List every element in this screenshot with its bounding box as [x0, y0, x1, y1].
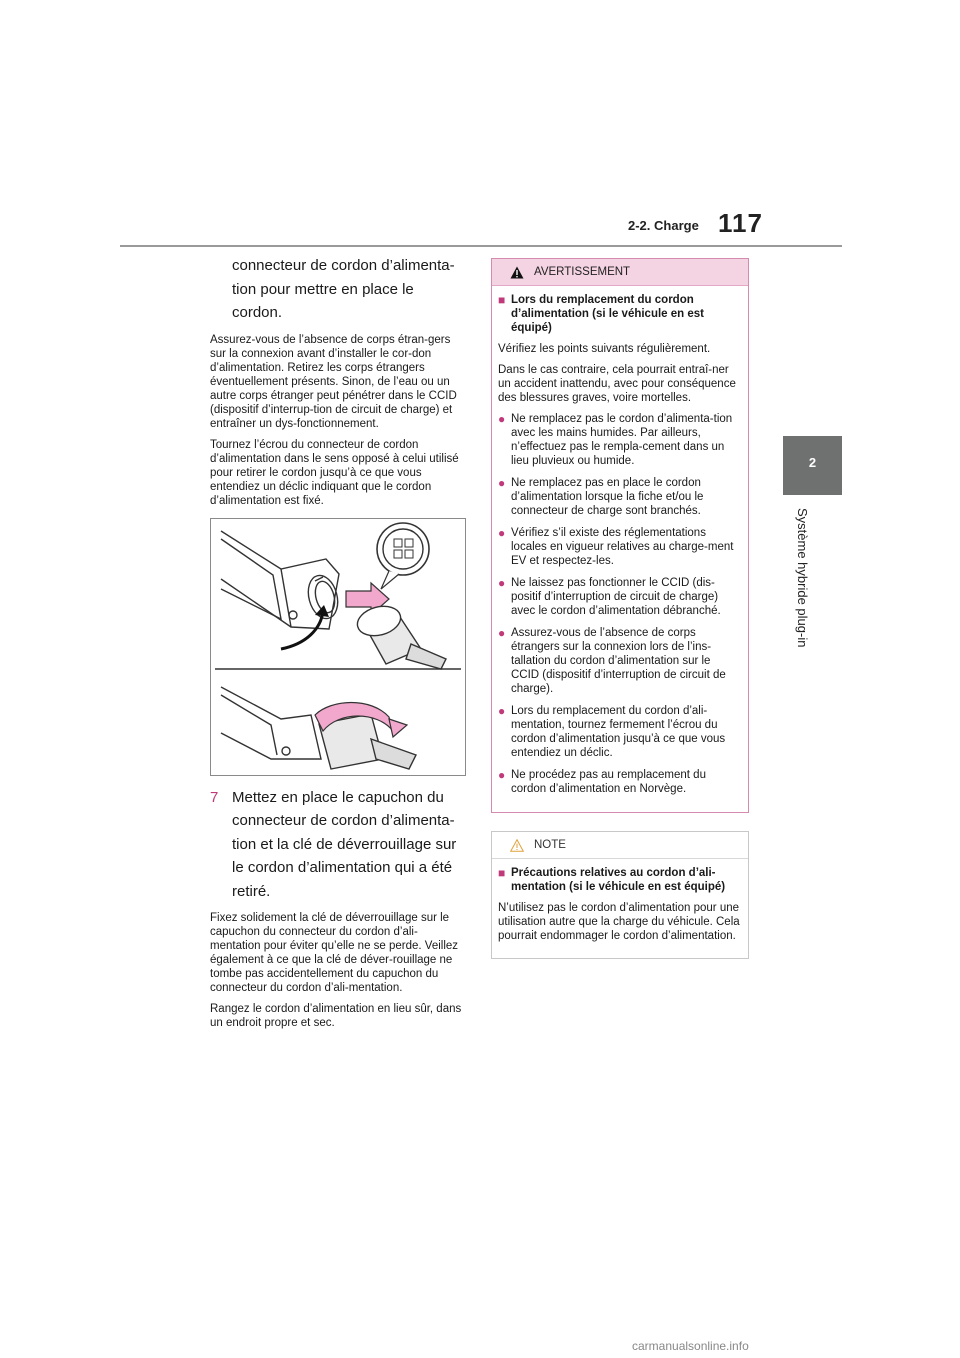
warning-bullet: [498, 626, 740, 696]
warning-bullet: [498, 768, 740, 796]
side-tab-title: Système hybride plug-in: [795, 508, 810, 648]
circle-bullet-icon: ●: [498, 704, 506, 718]
warning-subhead-text: Lors du remplacement du cordon d’alimentation (si le véhicule en est équipé): [511, 294, 705, 334]
step-number: 7: [210, 788, 219, 806]
circle-bullet-icon: ●: [498, 626, 506, 640]
paragraph: Rangez le cordon d’alimentation en lieu sûr, dans un endroit propre et sec.: [210, 1003, 462, 1029]
bullet-text: Ne laissez pas fonctionner le CCID (dis-positif d’interruption de circuit de charge) avec le cordon d’alimentation débranché.: [511, 577, 721, 617]
note-title: NOTE: [534, 839, 566, 851]
warning-paragraph: Vérifiez les points suivants régulièrement.: [498, 343, 711, 355]
circle-bullet-icon: ●: [498, 476, 506, 490]
section-label: 2-2. Charge: [628, 218, 699, 233]
circle-bullet-icon: ●: [498, 412, 506, 426]
warning-bullet: [498, 576, 740, 618]
bullet-text: Assurez-vous de l’absence de corps étrangers sur la connexion lors de l’ins-tallation du cordon d’alimentation sur le CCID (dispositif d’interruption de circuit de charge).: [511, 627, 726, 695]
square-bullet-icon: ■: [498, 293, 506, 307]
warning-body: [492, 286, 748, 812]
bullet-text: Vérifiez s’il existe des réglementations locales en vigueur relatives au charge-ment EV et respectez-les.: [511, 527, 734, 567]
paragraph: Tournez l’écrou du connecteur de cordon d’alimentation dans le sens opposé à celui utilisé pour retirer le cordon jusqu’à ce que vous entendiez un déclic indiquant que le cordon d’alimentation est fixé.: [210, 438, 459, 507]
left-column: [210, 254, 466, 1037]
bullet-text: Ne procédez pas au remplacement du cordon d’alimentation en Norvège.: [511, 769, 706, 795]
note-header: [492, 832, 748, 859]
warning-triangle-icon: [510, 266, 524, 279]
square-bullet-icon: ■: [498, 866, 506, 880]
bullet-text: Lors du remplacement du cordon d’ali-mentation, tournez fermement l’écrou du cordon d’alimentation jusqu’à ce que vous entendiez un déclic.: [511, 705, 726, 759]
warning-subhead: [498, 293, 740, 335]
note-body: [492, 859, 748, 958]
bullet-text: Ne remplacez pas en place le cordon d’alimentation lorsque la fiche et/ou le connecteur de charge sont branchés.: [511, 477, 704, 517]
step-text: Mettez en place le capuchon du connecteur de cordon d’alimenta-tion et la clé de déverrouillage sur le cordon d’alimentation qui a été retiré.: [232, 788, 457, 900]
step-7: [210, 786, 466, 904]
watermark: carmanualsonline.info: [632, 1339, 749, 1353]
note-paragraph: N’utilisez pas le cordon d’alimentation pour une utilisation autre que la charge du véhicule. Cela pourrait endommager le cordon d’alimentation.: [498, 902, 740, 942]
warning-paragraph: Dans le cas contraire, cela pourrait entraî-ner un accident inattendu, avec pour conséquence des blessures graves, voire mortelles.: [498, 364, 736, 404]
page-number: 117: [718, 208, 763, 238]
circle-bullet-icon: ●: [498, 768, 506, 782]
circle-bullet-icon: ●: [498, 576, 506, 590]
warning-bullet: [498, 704, 740, 760]
note-subhead: [498, 866, 740, 894]
step-continuation: connecteur de cordon d’alimenta-tion pour mettre en place le cordon.: [232, 257, 455, 321]
circle-bullet-icon: ●: [498, 526, 506, 540]
warning-bullet: [498, 476, 740, 518]
warning-title: AVERTISSEMENT: [534, 266, 631, 278]
connector-illustration: [211, 519, 465, 775]
note-subhead-text: Précautions relatives au cordon d’ali-mentation (si le véhicule en est équipé): [511, 867, 726, 893]
paragraph: Assurez-vous de l’absence de corps étran-gers sur la connexion avant d’installer le cor-don d’alimentation. Retirez les corps étrangers éventuellement présents. Sinon, de l’eau ou un autre corps étranger peut pénétrer dans le CCID (dispositif d’interrup-tion de circuit de charge) et entraîner un dys-fonctionnement.: [210, 333, 457, 430]
bullet-text: Ne remplacez pas le cordon d’alimenta-tion avec les mains humides. Par ailleurs, n’effectuez pas le rempla-cement dans un lieu pluvieux ou humide.: [511, 413, 733, 467]
notice-triangle-icon: [510, 839, 524, 852]
illustration-figure: [210, 518, 466, 776]
warning-bullet: [498, 412, 740, 468]
warning-header: [492, 259, 748, 286]
note-box: [491, 831, 749, 959]
header-rule: [120, 245, 842, 247]
side-tab-number: 2: [808, 455, 817, 470]
paragraph: Fixez solidement la clé de déverrouillage sur le capuchon du connecteur du cordon d’ali-mentation pour éviter qu’elle ne se perde. Veillez également à ce que la clé de déver-rouillage ne tombe pas accidentellement du capuchon du connecteur du cordon d’ali-mentation.: [210, 912, 459, 994]
right-column: [491, 258, 749, 959]
warning-box: [491, 258, 749, 813]
warning-bullet: [498, 526, 740, 568]
